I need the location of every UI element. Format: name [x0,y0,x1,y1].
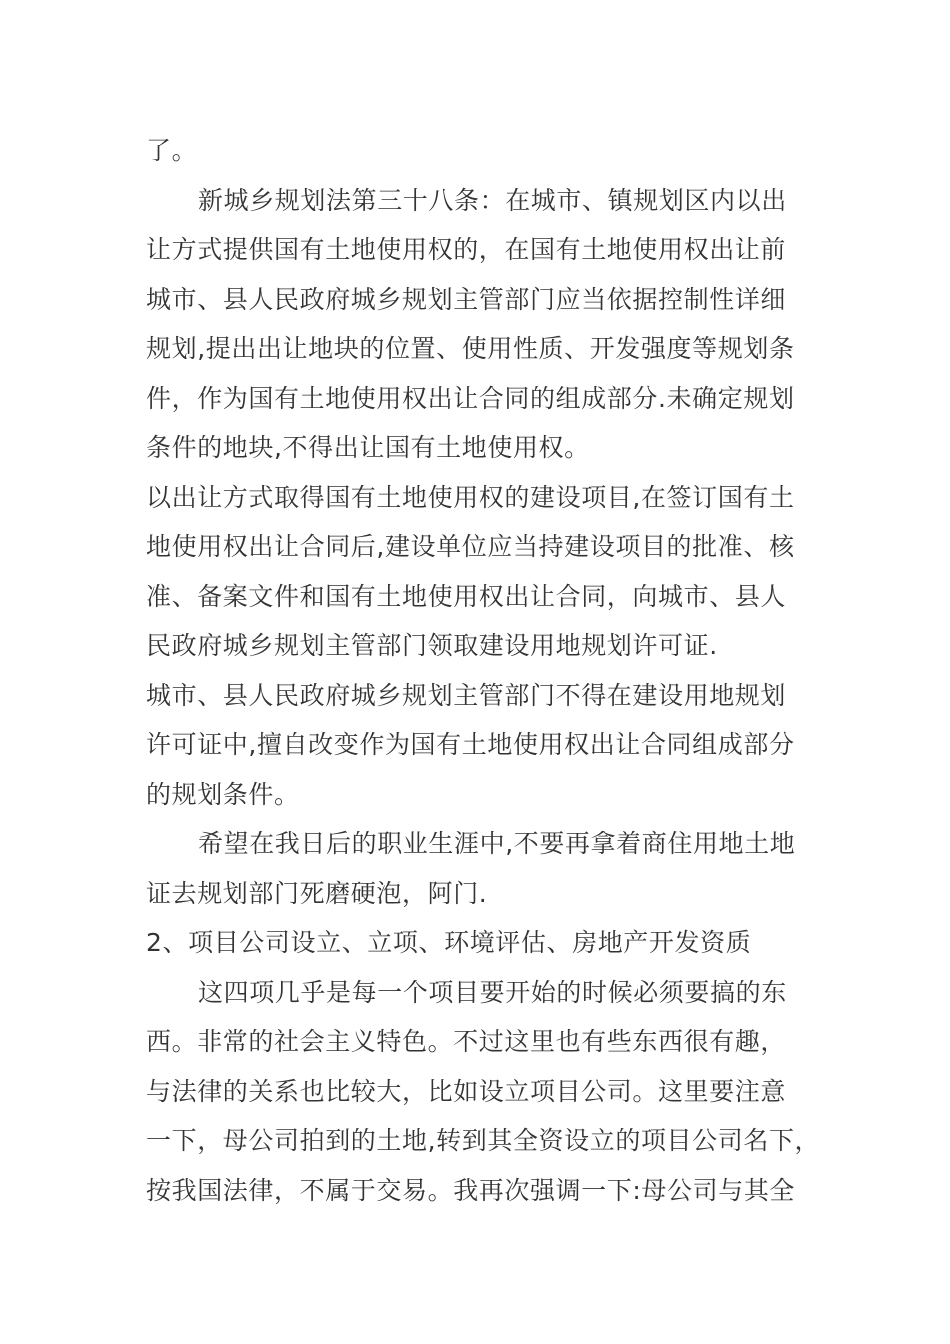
text-line: 按我国法律，不属于交易。我再次强调一下:母公司与其全 [146,1176,796,1205]
text-line: 城市、县人民政府城乡规划主管部门不得在建设用地规划 [146,681,787,710]
text-line: 希望在我日后的职业生涯中,不要再拿着商住用地土地 [198,829,796,858]
text-line: 的规划条件。 [146,780,300,809]
text-line: 新城乡规划法第三十八条：在城市、镇规划区内以出 [198,186,787,215]
text-line: 这四项几乎是每一个项目要开始的时候必须要搞的东 [198,978,787,1007]
text-line: 与法律的关系也比较大，比如设立项目公司。这里要注意 [146,1077,787,1106]
text-line: 民政府城乡规划主管部门领取建设用地规划许可证. [146,631,718,660]
text-line: 一下，母公司拍到的土地,转到其全资设立的项目公司名下， [146,1126,821,1155]
text-line: 城市、县人民政府城乡规划主管部门应当依据控制性详细 [146,285,787,314]
section-heading: 2、项目公司设立、立项、环境评估、房地产开发资质 [146,928,752,957]
text-line: 规划,提出出让地块的位置、使用性质、开发强度等规划条 [146,334,795,363]
text-line: 准、备案文件和国有土地使用权出让合同，向城市、县人 [146,582,787,611]
text-line: 了。 [146,136,198,165]
text-line: 许可证中,擅自改变作为国有土地使用权出让合同组成部分 [146,730,795,759]
text-line: 西。非常的社会主义特色。不过这里也有些东西很有趣， [146,1027,787,1056]
text-line: 证去规划部门死磨硬泡，阿门. [146,879,488,908]
text-line: 地使用权出让合同后,建设单位应当持建设项目的批准、核 [146,532,795,561]
text-line: 以出让方式取得国有土地使用权的建设项目,在签订国有土 [146,483,795,512]
text-line: 让方式提供国有土地使用权的，在国有土地使用权出让前 [146,235,787,264]
text-line: 条件的地块,不得出让国有土地使用权。 [146,433,590,462]
text-line: 件，作为国有土地使用权出让合同的组成部分.未确定规划 [146,384,795,413]
